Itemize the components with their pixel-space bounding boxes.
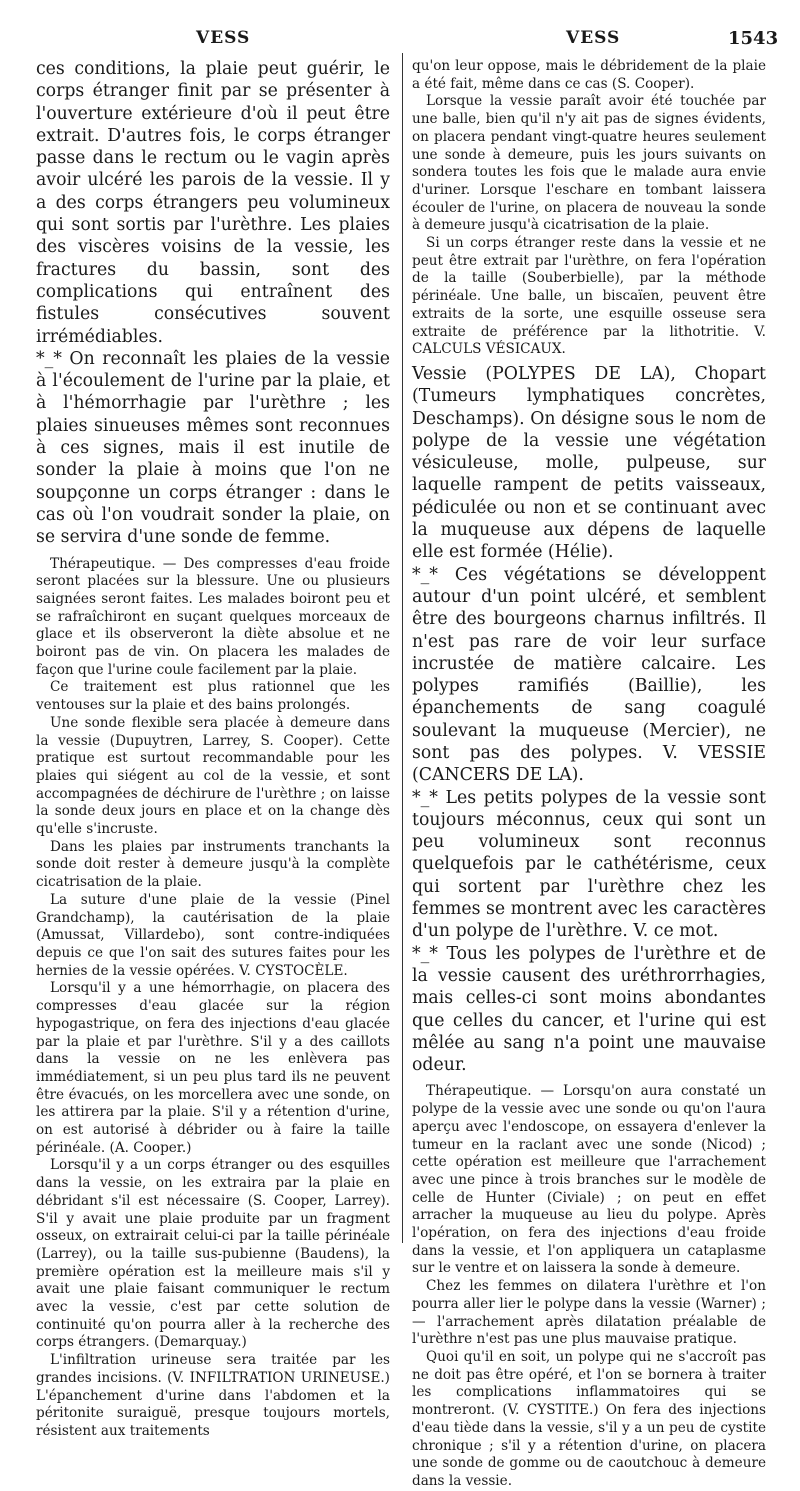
paragraph: Dans les plaies par instruments tranchants la sonde doit rester à demeure jusqu'à la complète cicatrisation de la plaie. [36, 838, 390, 891]
paragraph: *_* On reconnaît les plaies de la vessie à l'écoulement de l'urine par la plaie, et à l'hémorrhagie par l'urèthre ; les plaies sinueuses mêmes sont reconnues à ces signes, mais il est inutile de sonder la plaie à moins que l'on ne soupçonne un corps étranger : dans le cas où l'on voudrait sonder la plaie, on se servira d'une sonde de femme. [36, 348, 390, 548]
paragraph: La suture d'une plaie de la vessie (Pinel Grandchamp), la cautérisation de la plaie (Amussat, Villardebo), sont contre-indiquées depuis ce que l'on sait des sutures faites pour les hernies de la vessie opérées. V. CYSTOCÈLE. [36, 891, 390, 979]
paragraph: qu'on leur oppose, mais le débridement de la plaie a été fait, même dans ce cas (S. Cooper). [412, 58, 766, 92]
paragraph: Thérapeutique. — Des compresses d'eau froide seront placées sur la blessure. Une ou plusieurs saignées seront faites. Les malades boiront peu et se rafraîchiront en suçant quelques morceaux de glace et ils observeront la diète absolue et ne boiront pas de vin. On placera les malades de façon que l'urine coule facilement par la plaie. [36, 555, 390, 678]
header-left-title: VESS [196, 28, 251, 48]
paragraph: *_* Tous les polypes de l'urèthre et de la vessie causent des uréthrorrhagies, mais celles-ci sont moins abondantes que celles du cancer, et l'urine qui est mêlée au sang n'a point une mauvaise odeur. [412, 943, 766, 1076]
paragraph: Lorsqu'il y a une hémorrhagie, on placera des compresses d'eau glacée sur la région hypogastrique, on fera des injections d'eau glacée par la plaie et par l'urèthre. S'il y a des caillots dans la vessie on ne les enlèvera pas immédiatement, si un peu plus tard ils ne peuvent être évacués, on les morcellera avec une sonde, on les attirera par la plaie. S'il y a rétention d'urine, on est autorisé à débrider ou à faire la taille périnéale. (A. Cooper.) [36, 980, 390, 1156]
paragraph: Si un corps étranger reste dans la vessie et ne peut être extrait par l'urèthre, on fera l'opération de la taille (Souberbielle), par la méthode périnéale. Une balle, un biscaïen, peuvent être extraits de la sorte, une esquille osseuse sera extraite de préférence par la lithotritie. V. CALCULS VÉSICAUX. [412, 235, 766, 358]
right-column [412, 58, 766, 1491]
paragraph: *_* Ces végétations se développent autour d'un point ulcéré, et semblent être des bourgeons charnus infiltrés. Il n'est pas rare de voir leur surface incrustée de matière calcaire. Les polypes ramifiés (Baillie), les épanchements de sang coagulé soulevant la muqueuse (Mercier), ne sont pas des polypes. V. VESSIE (CANCERS DE LA). [412, 564, 766, 786]
paragraph: *_* Les petits polypes de la vessie sont toujours méconnus, ceux qui sont un peu volumineux sont reconnus quelquefois par le cathétérisme, ceux qui sortent par l'urèthre chez les femmes se montrent avec les caractères d'un polype de l'urèthre. V. ce mot. [412, 787, 766, 942]
paragraph: Vessie (POLYPES DE LA), Chopart (Tumeurs lymphatiques concrètes, Deschamps). On désigne sous le nom de polype de la vessie une végétation vésiculeuse, molle, pulpeuse, sur laquelle rampent de petits vaisseaux, pédiculée ou non et se continuant avec la muqueuse aux dépens de laquelle elle est formée (Hélie). [412, 363, 766, 563]
page-number: 1543 [728, 28, 779, 49]
paragraph: Thérapeutique. — Lorsqu'on aura constaté un polype de la vessie avec une sonde ou qu'on l'aura aperçu avec l'endoscope, on essayera d'enlever la tumeur en la raclant avec une sonde (Nicod) ; cette opération est meilleure que l'arrachement avec une pince à trois branches sur le modèle de celle de Hunter (Civiale) ; on peut en effet arracher la muqueuse au lieu du polype. Après l'opération, on fera des injections d'eau froide dans la vessie, et l'on appliquera un cataplasme sur le ventre et on laissera la sonde à demeure. [412, 1083, 766, 1277]
paragraph: Quoi qu'il en soit, un polype qui ne s'accroît pas ne doit pas être opéré, et l'on se bornera à traiter les complications inflammatoires qui se montreront. (V. CYSTITE.) On fera des injections d'eau tiède dans la vessie, s'il y a un peu de cystite chronique ; s'il y a rétention d'urine, on placera une sonde de gomme ou de caoutchouc à demeure dans la vessie. [412, 1349, 766, 1489]
paragraph: ces conditions, la plaie peut guérir, le corps étranger finit par se présenter à l'ouverture extérieure d'où il peut être extrait. D'autres fois, le corps étranger passe dans le rectum ou le vagin après avoir ulcéré les parois de la vessie. Il y a des corps étrangers peu volumineux qui sont sortis par l'urèthre. Les plaies des viscères voisins de la vessie, les fractures du bassin, sont des complications qui entraînent des fistules consécutives souvent irrémédiables. [36, 59, 390, 347]
column-divider [402, 53, 403, 1243]
paragraph: Lorsqu'il y a un corps étranger ou des esquilles dans la vessie, on les extraira par la plaie en débridant s'il est nécessaire (S. Cooper, Larrey). S'il y avait une plaie produite par un fragment osseux, on extrairait celui-ci par la taille périnéale (Larrey), ou la taille sus-pubienne (Baudens), la première opération est la meilleure mais s'il y avait une plaie faisant communiquer le rectum avec la vessie, c'est par cette solution de continuité qu'on pourra aller à la recherche des corps étrangers. (Demarquay.) [36, 1157, 390, 1351]
paragraph: Lorsque la vessie paraît avoir été touchée par une balle, bien qu'il n'y ait pas de signes évidents, on placera pendant vingt-quatre heures seulement une sonde à demeure, puis les jours suivants on sondera toutes les fois que le malade aura envie d'uriner. Lorsque l'eschare en tombant laissera écouler de l'urine, on placera de nouveau la sonde à demeure jusqu'à cicatrisation de la plaie. [412, 93, 766, 234]
paragraph: L'infiltration urineuse sera traitée par les grandes incisions. (V. INFILTRATION URINEUSE.) L'épanchement d'urine dans l'abdomen et la péritonite suraiguë, presque toujours mortels, résistent aux traitements [36, 1352, 390, 1439]
paragraph: Ce traitement est plus rationnel que les ventouses sur la plaie et des bains prolongés. [36, 679, 390, 714]
left-column [36, 58, 390, 1441]
paragraph: Une sonde flexible sera placée à demeure dans la vessie (Dupuytren, Larrey, S. Cooper). Cette pratique est surtout recommandable pour les plaies qui siégent au col de la vessie, et sont accompagnées de déchirure de l'urèthre ; on laisse la sonde deux jours en place et on la change dès qu'elle s'incruste. [36, 714, 390, 838]
running-header [0, 28, 800, 56]
paragraph: Chez les femmes on dilatera l'urèthre et l'on pourra aller lier le polype dans la vessie (Warner) ; — l'arrachement après dilatation préalable de l'urèthre n'est pas une plus mauvaise pratique. [412, 1278, 766, 1348]
header-right-title: VESS [566, 28, 621, 48]
